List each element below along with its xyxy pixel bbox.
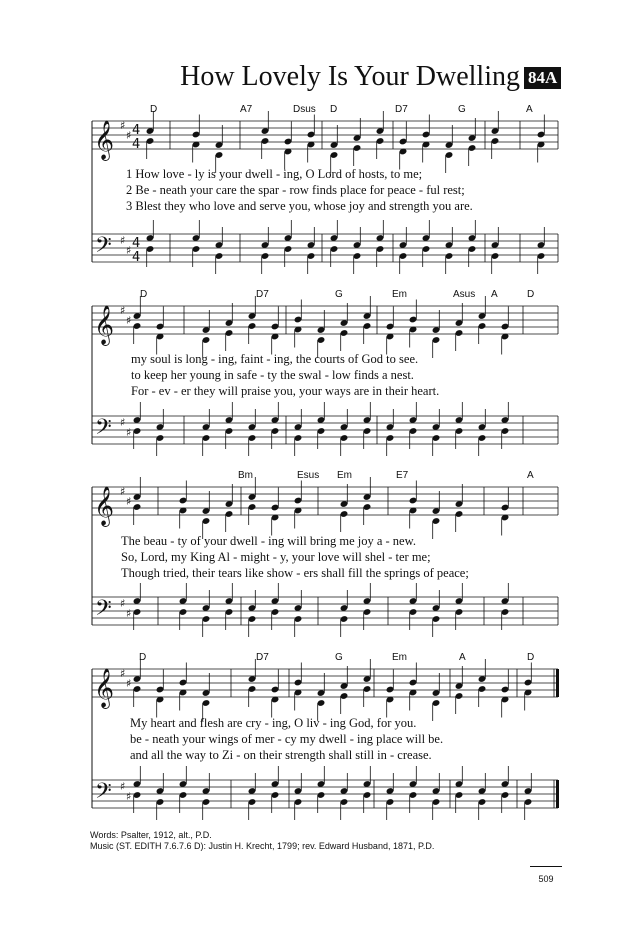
final-barline — [556, 669, 559, 697]
chord-symbol: A — [491, 289, 498, 300]
lyric-verse-1: my soul is long - ing, faint - ing, the courts of God to see. — [131, 352, 419, 366]
chord-symbol: Esus — [297, 470, 320, 481]
chord-symbol: Em — [392, 289, 407, 300]
page-number-rule — [530, 866, 562, 867]
sharp-icon: ♯ — [126, 607, 132, 620]
treble-clef-icon: 𝄞 — [94, 486, 115, 526]
bass-clef-icon: 𝄢 — [95, 415, 112, 445]
final-barline — [556, 780, 559, 808]
chord-symbol: D7 — [256, 652, 269, 663]
sharp-icon: ♯ — [120, 597, 126, 610]
sharp-icon: ♯ — [126, 495, 132, 508]
lyric-verse-1: My heart and flesh are cry - ing, O liv - ing God, for you. — [130, 716, 417, 730]
bass-clef-icon: 𝄢 — [95, 233, 112, 263]
chord-symbol: A — [527, 470, 534, 481]
chord-symbol: D — [139, 652, 147, 663]
page-number: 509 — [538, 874, 554, 884]
sharp-icon: ♯ — [126, 790, 132, 803]
hymn-number-badge: 84A — [524, 67, 561, 89]
lyric-verse-2: be - neath your wings of mer - cy my dwell - ing place will be. — [130, 732, 444, 746]
chord-symbol: E7 — [396, 470, 409, 481]
chord-symbol: Em — [337, 470, 352, 481]
sharp-icon: ♯ — [120, 780, 126, 793]
sharp-icon: ♯ — [126, 244, 132, 257]
chord-symbol: D — [330, 104, 338, 115]
chord-symbol: Bm — [238, 470, 253, 481]
bass-clef-icon: 𝄢 — [95, 596, 112, 626]
chord-symbol: Em — [392, 652, 407, 663]
lyric-verse-2: to keep her young in safe - ty the swal - low finds a nest. — [131, 368, 414, 382]
sharp-icon: ♯ — [120, 119, 126, 132]
lyric-verse-3: Though tried, their tears like show - ers shall fill the springs of peace; — [121, 566, 469, 580]
chord-symbol: G — [458, 104, 466, 115]
lyric-verse-3: For - ev - er they will praise you, your ways are in their heart. — [131, 384, 440, 398]
sharp-icon: ♯ — [120, 667, 126, 680]
music-credit: Music (ST. EDITH 7.6.7.6 D): Justin H. Krecht, 1799; rev. Edward Husband, 1871, P.D. — [90, 841, 435, 851]
lyric-verse-1: The beau - ty of your dwell - ing will bring me joy a - new. — [121, 534, 416, 548]
chord-symbol: D7 — [256, 289, 269, 300]
treble-clef-icon: 𝄞 — [94, 305, 115, 345]
sharp-icon: ♯ — [126, 129, 132, 142]
chord-symbol: D — [140, 289, 148, 300]
chord-symbol: Asus — [453, 289, 476, 300]
sharp-icon: ♯ — [126, 426, 132, 439]
sharp-icon: ♯ — [126, 677, 132, 690]
sharp-icon: ♯ — [126, 314, 132, 327]
lyric-verse-2: 2 Be - neath your care the spar - row finds place for peace - ful rest; — [126, 183, 465, 197]
chord-symbol: A — [459, 652, 466, 663]
treble-clef-icon: 𝄞 — [94, 668, 115, 708]
lyric-verse-3: 3 Blest they who love and serve you, whose joy and strength you are. — [126, 199, 473, 213]
chord-symbol: A — [526, 104, 533, 115]
chord-symbol: A7 — [240, 104, 253, 115]
lyric-verse-3: and all the way to Zi - on their strength shall still in - crease. — [130, 748, 432, 762]
credits — [90, 830, 434, 852]
time-signature: 4 — [132, 250, 141, 265]
chord-symbol: Dsus — [293, 104, 316, 115]
time-signature: 4 — [132, 236, 141, 251]
chord-symbol: G — [335, 289, 343, 300]
lyric-verse-2: So, Lord, my King Al - might - y, your love will shel - ter me; — [121, 550, 431, 564]
sharp-icon: ♯ — [120, 416, 126, 429]
sharp-icon: ♯ — [120, 485, 126, 498]
chord-symbol: D — [527, 652, 535, 663]
chord-symbol: G — [335, 652, 343, 663]
chord-symbol: D7 — [395, 104, 408, 115]
sharp-icon: ♯ — [120, 304, 126, 317]
chord-symbol: D — [527, 289, 535, 300]
time-signature: 4 — [132, 137, 141, 152]
treble-clef-icon: 𝄞 — [94, 120, 115, 160]
bass-clef-icon: 𝄢 — [95, 779, 112, 809]
lyric-verse-1: 1 How love - ly is your dwell - ing, O Lord of hosts, to me; — [126, 167, 423, 181]
sharp-icon: ♯ — [120, 234, 126, 247]
time-signature: 4 — [132, 123, 141, 138]
chord-symbol: D — [150, 104, 158, 115]
hymn-title: How Lovely Is Your Dwelling — [180, 61, 520, 92]
words-credit: Words: Psalter, 1912, alt., P.D. — [90, 830, 212, 840]
